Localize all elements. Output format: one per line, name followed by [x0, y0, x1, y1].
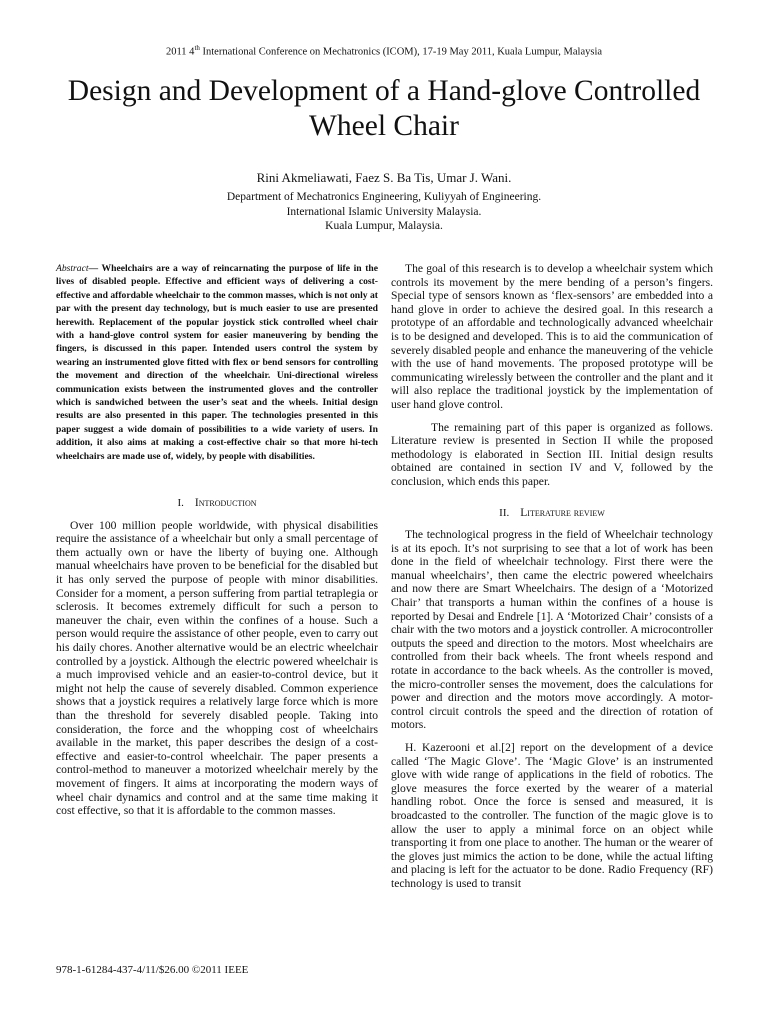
section-number: I.	[177, 497, 184, 510]
affiliation-line: Kuala Lumpur, Malaysia.	[325, 220, 443, 232]
conference-year: 2011 4	[165, 46, 195, 58]
abstract-dash: —	[88, 263, 102, 274]
paper-title: Design and Development of a Hand-glove Controlled Wheel Chair	[67, 75, 701, 142]
abstract-label: Abstract	[56, 263, 89, 274]
section-heading-literature-review	[391, 507, 713, 521]
right-column	[391, 262, 713, 891]
affiliation-line: International Islamic University Malaysia.	[286, 205, 482, 218]
section-heading-introduction	[56, 497, 378, 511]
intro-goal-paragraph: The goal of this research is to develop a wheelchair system which controls its movement by the mere bending of a person’s fingers. Special type of sensors known as ‘flex-sensors’ are embedded into a hand glove in order to achieve the desired goal. In this research a prototype of an affordable and technologically advanced wheelchair is to be designed and developed. This is to aid the communication of severely disabled people and enhance the maneuvering of the vehicle with the use of hand movements. The proposed prototype will be communicating wirelessly between the controller and the plant and it will also replace the traditional joystick by the implementation of user hand glove control.	[391, 262, 713, 411]
section-title: Literature review	[520, 506, 605, 519]
abstract-text: Wheelchairs are a way of reincarnating the purpose of life in the lives of disabled people. Effective and efficient ways of delivering a cost-effective and affordable wheelchair to the common masses, which is not only at par with the present day technology, but is much easier to use are presented herewith. Replacement of the popular joystick stick controlled wheel chair with a hand-glove control system for easier maneuvering by bending the fingers, is discussed in this paper. Intended users control the system by wearing an instrumented glove fitted with flex or bend sensors for controlling the movement and direction of the wheelchair. Uni-directional wireless communication exists between the instrumented gloves and the controller which is sandwiched between the user’s seat and the wheels. Initial design results are also presented in this paper. The technologies presented in this paper suggest a wide domain of possibilities to a wide variety of users. In addition, it also aims at making a cost-effective chair so that more hi-tech wheelchairs are made use of, widely, by people with disabilities.	[56, 263, 378, 462]
introduction-paragraph: Over 100 million people worldwide, with physical disabilities require the assistance of a wheelchair but only a small percentage of them actually own or have the liberty of buying one. Although manual wheelchairs have proven to be beneficial for the disabled but it has only served the purpose of people with minor disabilities. Consider for a moment, a person suffering from partial tetraplegia or sclerosis. It becomes extremely difficult for such a person to maneuver the chair, even within the confines of a house. Such a person would require the assistance of other people, even to carry out his daily chores. Another alternative would be an electric wheelchair controlled by a joystick. Although the electric powered wheelchair is a much improvised vehicle and an easier-to-control device, but it might not help the cause of severely disabled. Common experience shows that a joystick requires a relatively large force which is more than the threshold for severely disabled people. Taking into consideration, the force and the whopping cost of wheelchairs available in the market, this paper describes the design of a cost-effective and easier-to-control wheelchair. The paper presents a control-method to maneuver a motorized wheelchair merely by the movement of fingers. It aims at incorporating the modern ways of wheel chair dynamics and control and at the same time making it cost effective, so that it is affordable to the common masses.	[56, 518, 378, 818]
section-number: II.	[499, 506, 510, 519]
section-title: Introduction	[194, 497, 257, 510]
conference-ordinal: th	[194, 44, 200, 52]
author-list: Rini Akmeliawati, Faez S. Ba Tis, Umar J. Wani.	[256, 170, 512, 185]
conference-name: International Conference on Mechatronics (ICOM), 17-19 May 2011, Kuala Lumpur, Malaysia	[199, 46, 603, 58]
left-column	[56, 262, 378, 818]
affiliation	[0, 190, 768, 234]
copyright-footer: 978-1-61284-437-4/11/$26.00 ©2011 IEEE	[56, 964, 249, 976]
affiliation-line: Department of Mechatronics Engineering, Kuliyyah of Engineering.	[226, 191, 542, 203]
intro-organization-paragraph: The remaining part of this paper is organized as follows. Literature review is presented in Section II while the proposed methodology is elaborated in Section III. Initial design results obtained are contained in section IV and V, followed by the conclusion, which ends this paper.	[391, 420, 713, 488]
literature-paragraph: The technological progress in the field of Wheelchair technology is at its epoch. It’s not surprising to see that a lot of work has been done in the field of wheelchair technology. First there were the manual wheelchairs’, then came the electric powered wheelchairs and now there are Smart Wheelchairs. The design of a ‘Motorized Chair’ that transports a human within the confines of a house is reported by Desai and Endrele [1]. A ‘Motorized Chair’ consists of a chair with the two motors and a joystick controller. A microcontroller outputs the speed and direction to the motors. Most wheelchairs are controlled from their back wheels. The front wheels respond and rotate in accordance to the back wheels. As the controller is moved, the micro-controller senses the movement, does the calculations for power and direction and the motors move accordingly. A motor-control circuit controls the speed and the direction of rotation of motors.	[391, 528, 713, 732]
literature-paragraph: H. Kazerooni et al.[2] report on the development of a device called ‘The Magic Glove’. The ‘Magic Glove’ is an instrumented glove with wide range of applications in the field of robotics. The glove measures the force exerted by the wearer of a material handling robot. Once the force is sensed and measured, it is broadcasted to the controller. The function of the magic glove is to allow the user to apply a minimal force on an object while transporting it from one place to another. The human or the wearer of the gloves just mimics the action to be done, while the actual lifting and placing is left for the actuator to be done. Radio Frequency (RF) technology is used to transit	[391, 741, 713, 890]
abstract	[56, 262, 378, 463]
conference-header	[0, 44, 768, 58]
